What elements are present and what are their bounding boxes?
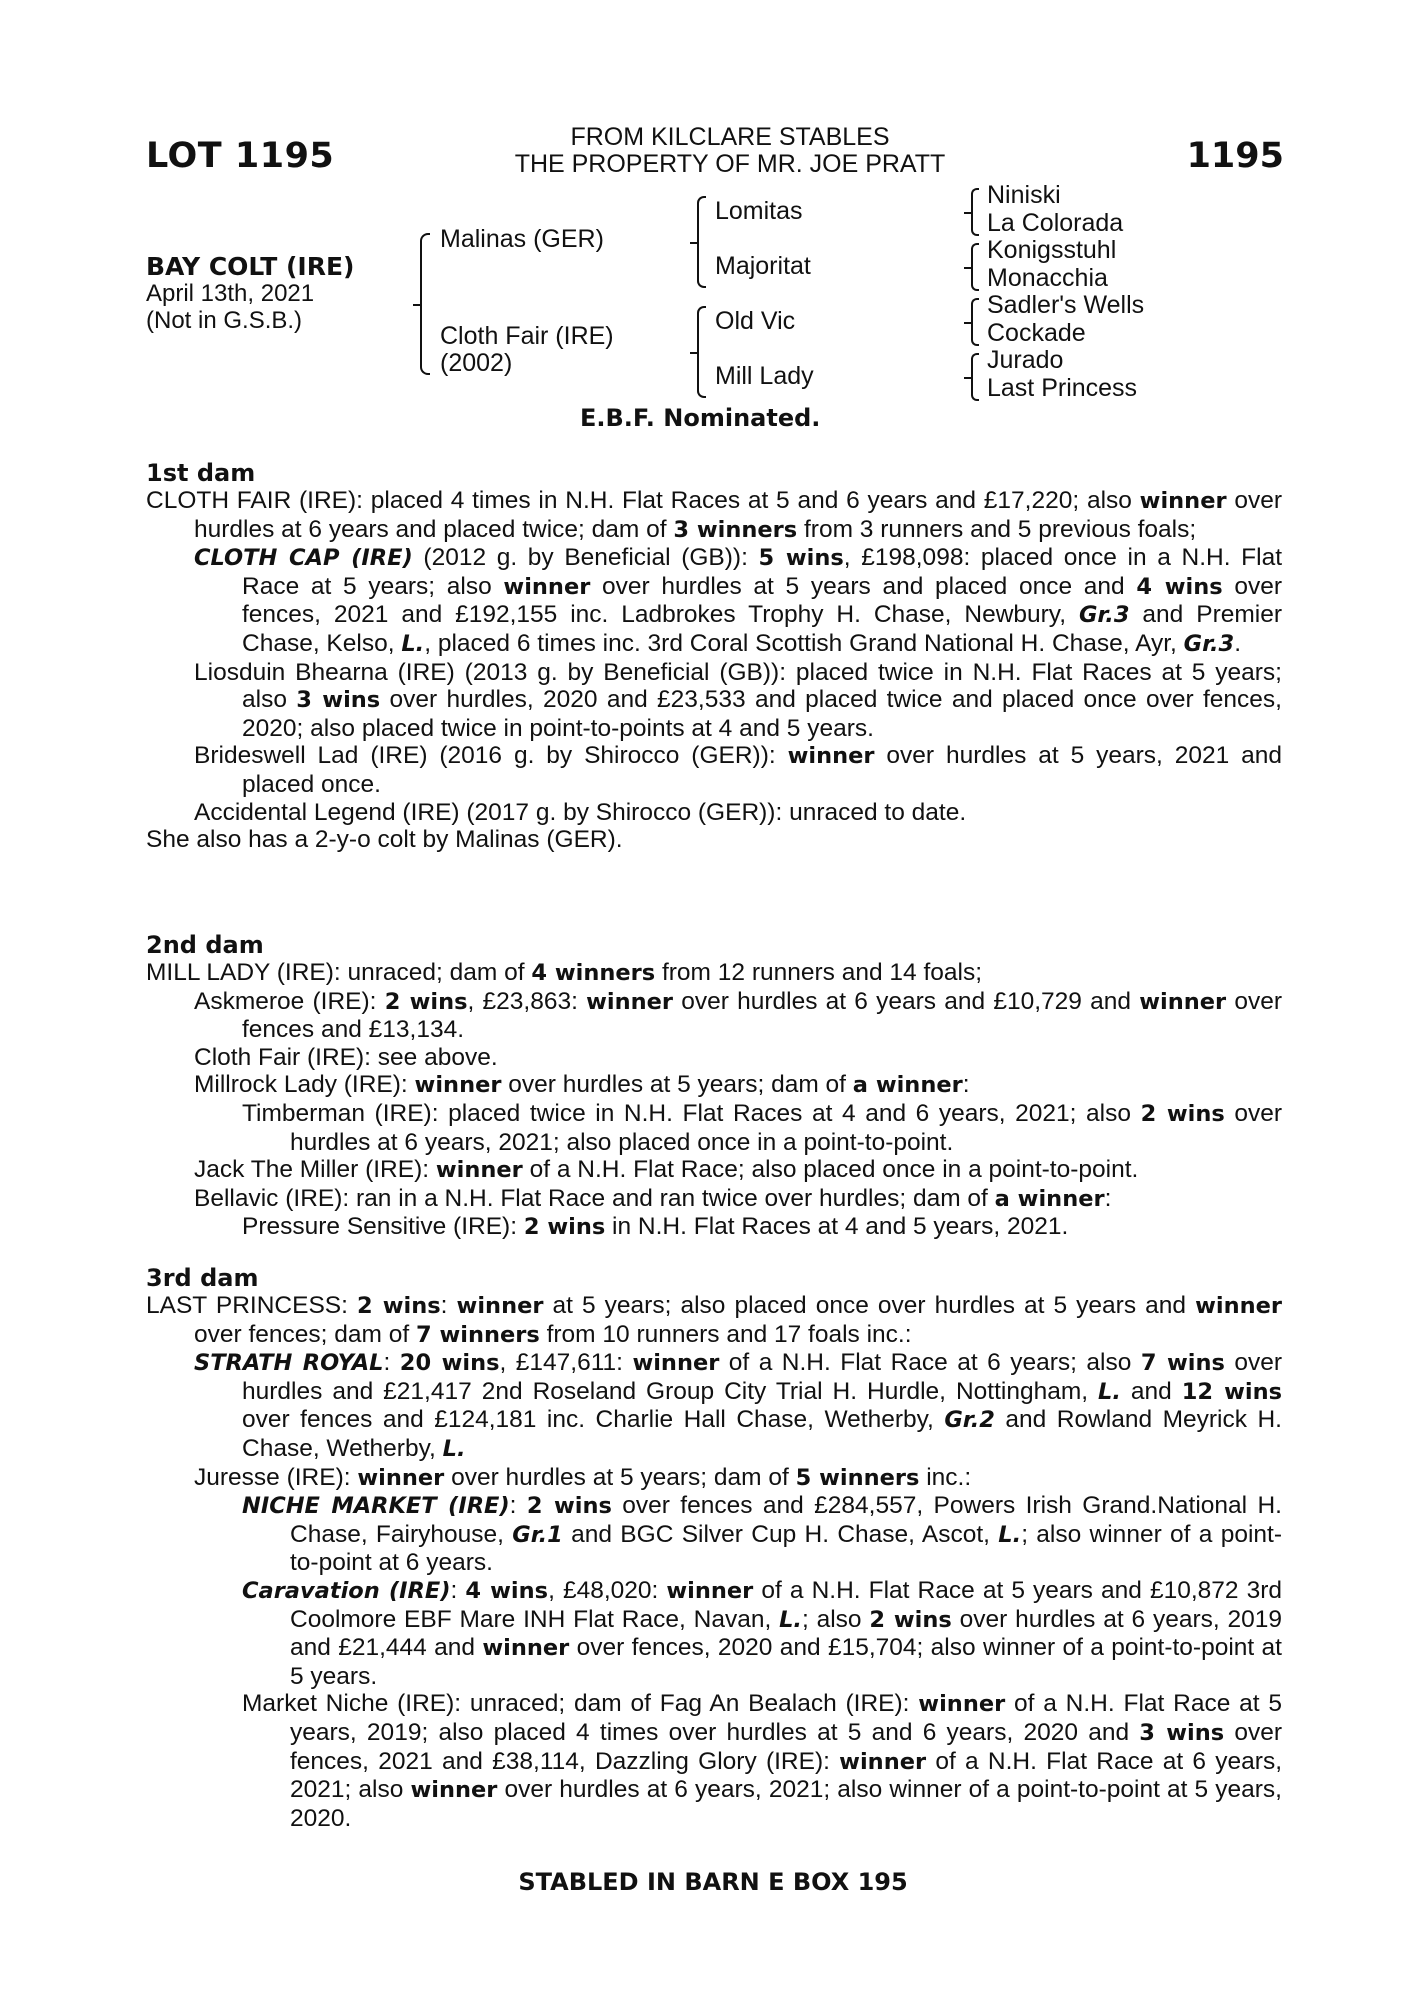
horse-details [146,280,314,334]
pedigree-g3-6: Jurado [987,346,1064,374]
text-run: over hurdles, 2020 and £23,533 and placed twice and placed once over fences, 2020; also placed twice in point-to-points at 4 and 5 years. [242,686,1282,742]
text-run: ; also winner of a point-to-point at 6 years. [290,1520,1282,1577]
text-run: over fences and £13,134. [242,987,1283,1044]
text-run: Bellavic (IRE): ran in a N.H. Flat Race and ran twice over hurdles; dam of [194,1184,995,1212]
bold-text: winner [666,1577,754,1604]
text-run: from 10 runners and 17 foals inc.: [539,1320,912,1348]
bold-text: winner [503,573,591,600]
bold-text: 3 wins [296,687,381,714]
text-run: and [1120,1377,1182,1405]
section-heading: 2nd dam [146,931,264,959]
section-heading: 1st dam [146,459,256,487]
progeny-record [146,659,1282,743]
pedigree-brace-main [420,233,430,375]
text-run: , £23,863: [467,987,587,1015]
text-run: over fences, 2021 and £38,114, Dazzling Glory (IRE): [290,1718,1282,1775]
text-run: Cloth Fair (IRE): see above. [194,1043,498,1071]
text-run: Millrock Lady (IRE): [194,1071,415,1099]
text-run: Juresse (IRE): [194,1463,358,1491]
text-run: over hurdles at 5 years; dam of [501,1071,853,1099]
text-run: over fences, 2021 and £192,155 inc. Ladbrokes Trophy H. Chase, Newbury, [242,572,1282,629]
bold-text: 3 winners [673,516,798,543]
text-run: , £147,611: [499,1349,633,1377]
progeny-record [146,799,1282,827]
text-run: over hurdles at 6 years and placed twice; dam of [194,487,1282,543]
foaling-date: April 13th, 2021 [146,280,315,307]
bold-text: 7 wins [1140,1350,1225,1377]
bold-text: 2 wins [357,1293,441,1319]
progeny-record [146,1213,1282,1242]
text-run: over hurdles at 5 years and placed once and [590,572,1137,600]
pedigree-g3-0: Niniski [987,181,1061,209]
text-run: over hurdles at 6 years and £10,729 and [673,987,1140,1015]
black-type-text: CLOTH CAP (IRE) [194,545,413,572]
text-run: LAST PRINCESS: [146,1292,358,1319]
progeny-record [146,742,1282,798]
text-run: Brideswell Lad (IRE) (2016 g. by Shirocco (GER)): [194,742,788,770]
bold-text: 2 wins [384,988,468,1015]
bold-text: 2 wins [523,1214,606,1241]
black-type-text: Gr.3 [1183,630,1235,657]
text-run: : [450,1576,466,1604]
pedigree-sire-dam: Majoritat [715,252,811,280]
text-run: over hurdles and £21,417 2nd Roseland Group City Trial H. Hurdle, Nottingham, [242,1349,1282,1405]
progeny-record [146,1464,1282,1493]
bold-text: 12 wins [1181,1378,1282,1405]
text-run: , £48,020: [548,1576,667,1604]
pedigree-g3-1: La Colorada [987,208,1124,237]
bold-text: winner [1139,488,1227,514]
text-run: and Rowland Meyrick H. Chase, Wetherby, [242,1406,1282,1462]
bold-text: winner [918,1691,1006,1718]
dam-record [146,487,1282,544]
bold-text: winner [839,1748,927,1775]
text-run: over hurdles at 5 years; dam of [444,1463,796,1491]
consignor-line-2: THE PROPERTY OF MR. JOE PRATT [514,150,946,178]
progeny-record [146,1492,1282,1577]
black-type-text: L. [998,1521,1022,1548]
gsb-note: (Not in G.S.B.) [146,307,303,334]
text-run: in N.H. Flat Races at 4 and 5 years, 2021. [605,1213,1069,1241]
text-run: : [509,1492,527,1520]
bold-text: winner [414,1072,502,1099]
text-run: of a N.H. Flat Race at 5 years and £10,872 3rd Coolmore EBF Mare INH Flat Race, Navan, [290,1576,1282,1633]
pedigree-brace-g3-1 [971,188,979,236]
section-heading: 3rd dam [146,1264,259,1292]
bold-text: winner [586,988,674,1015]
text-run: of a N.H. Flat Race; also placed once in a point-to-point. [522,1156,1139,1184]
text-run: over hurdles at 5 years, 2021 and placed once. [242,742,1282,798]
text-run: : [1104,1184,1112,1212]
bold-text: 4 winners [531,960,656,986]
pedigree-dam-sire: Old Vic [715,307,796,335]
bold-text: 4 wins [465,1577,549,1604]
pedigree-g3-4: Sadler's Wells [987,291,1145,319]
text-run: Market Niche (IRE): unraced; dam of Fag An Bealach (IRE): [242,1690,919,1718]
black-type-text: L. [779,1606,802,1633]
pedigree-sire: Malinas (GER) [440,225,604,253]
bold-text: winner [456,1293,544,1319]
text-run: Jack The Miller (IRE): [194,1156,436,1184]
pedigree-g3-5: Cockade [987,318,1086,347]
dam-section-3 [146,1265,1282,1832]
dam-record [146,959,1282,988]
text-run: at 5 years; also placed once over hurdles at 5 years and [543,1292,1196,1319]
text-run: (2012 g. by Beneficial (GB)): [412,544,759,572]
black-type-text: Gr.1 [512,1521,563,1548]
text-run: She also has a 2-y-o colt by Malinas (GER). [146,826,623,854]
text-run: of a N.H. Flat Race at 6 years; also [719,1349,1141,1377]
text-run: MILL LADY (IRE): unraced; dam of [146,959,532,986]
text-run: over fences; dam of [194,1320,416,1348]
progeny-record [146,1044,1282,1072]
pedigree-dam-year: (2002) [440,349,513,377]
text-run: over fences, 2020 and £15,704; also winner of a point-to-point at 5 years. [290,1634,1282,1690]
text-run: Pressure Sensitive (IRE): [242,1213,524,1241]
bold-text: winner [357,1464,445,1491]
black-type-text: Gr.3 [1078,602,1130,629]
text-run: : [440,1292,457,1319]
black-type-text: L. [401,630,425,657]
pedigree-brace-sire [697,196,706,288]
black-type-text: STRATH ROYAL [194,1350,384,1377]
text-run: , placed 6 times inc. 3rd Coral Scottish Grand National H. Chase, Ayr, [424,629,1184,657]
pedigree-brace-dam [697,306,706,398]
text-run: Accidental Legend (IRE) (2017 g. by Shirocco (GER)): unraced to date. [194,798,967,826]
lot-number: 1195 [1186,136,1284,176]
bold-text: winner [410,1777,498,1804]
text-run: Askmeroe (IRE): [194,987,385,1015]
pedigree-g3-2: Konigsstuhl [987,236,1117,264]
progeny-record [146,1349,1282,1463]
text-run: of a N.H. Flat Race at 5 years, 2019; also placed 4 times over hurdles at 5 and 6 years, 2020 and [290,1690,1282,1746]
dam-section-1 [146,460,1282,854]
text-run: over hurdles at 6 years, 2019 and £21,444 and [290,1605,1282,1662]
text-run: Liosduin Bhearna (IRE) (2013 g. by Beneficial (GB)): placed twice in N.H. Flat Races at 5 years; also [194,658,1282,714]
progeny-record [146,1577,1282,1690]
stabling-info: STABLED IN BARN E BOX 195 [518,1868,908,1896]
dam-section-2 [146,932,1282,1242]
pedigree-brace-g3-3 [971,298,979,346]
bold-text: winner [632,1350,720,1377]
bold-text: 5 wins [758,545,844,572]
pedigree-brace-g3-4 [971,353,979,401]
section-body [146,959,1282,1242]
bold-text: winner [1139,988,1227,1015]
pedigree-sire-sire: Lomitas [715,197,803,225]
black-type-text: L. [442,1435,466,1462]
bold-text: 5 winners [795,1464,920,1491]
text-run: : [383,1349,400,1377]
text-run: . [1234,629,1242,657]
pedigree-g3-7: Last Princess [987,373,1138,402]
progeny-record [146,1185,1282,1214]
bold-text: 2 wins [1140,1100,1225,1127]
ebf-nomination: E.B.F. Nominated. [580,404,821,432]
black-type-text: Caravation (IRE) [242,1577,451,1604]
text-run: Timberman (IRE): placed twice in N.H. Flat Races at 4 and 6 years, 2021; also [242,1099,1141,1127]
black-type-text: Gr.2 [944,1407,995,1434]
section-body [146,1292,1282,1832]
text-run: over hurdles at 6 years, 2021; also winner of a point-to-point at 5 years, 2020. [290,1776,1282,1832]
text-run: and Premier Chase, Kelso, [242,601,1282,657]
bold-text: 7 winners [415,1321,540,1348]
bold-text: 4 wins [1136,573,1223,600]
pedigree-dam-name: Cloth Fair (IRE) [440,322,614,350]
progeny-record [146,544,1282,658]
black-type-text: NICHE MARKET (IRE) [242,1493,510,1520]
bold-text: winner [787,743,875,770]
dam-record [146,1292,1282,1349]
section-note [146,826,1282,854]
horse-title: BAY COLT (IRE) [146,252,355,281]
progeny-record [146,1071,1282,1100]
bold-text: a winner [994,1185,1105,1212]
pedigree-dam-dam: Mill Lady [715,362,814,390]
text-run: inc.: [919,1463,972,1491]
progeny-record [146,988,1282,1044]
black-type-text: L. [1098,1378,1121,1405]
bold-text: a winner [852,1072,963,1099]
consignor-block [460,124,1000,178]
progeny-record [146,1156,1282,1185]
lot-label: LOT 1195 [146,136,335,176]
progeny-record [146,1100,1282,1156]
text-run: from 12 runners and 14 foals; [655,959,983,986]
text-run: CLOTH FAIR (IRE): placed 4 times in N.H. Flat Races at 5 and 6 years and £17,220; also [146,487,1140,514]
text-run: over fences and £124,181 inc. Charlie Hall Chase, Wetherby, [242,1406,945,1434]
progeny-record [146,1690,1282,1832]
bold-text: winner [435,1157,523,1184]
pedigree-dam [440,323,614,377]
text-run: of a N.H. Flat Race at 6 years, 2021; also [290,1747,1282,1804]
text-run: and BGC Silver Cup H. Chase, Ascot, [562,1520,999,1548]
text-run: over hurdles at 6 years, 2021; also placed once in a point-to-point. [290,1099,1283,1156]
bold-text: winner [482,1635,570,1662]
bold-text: 2 wins [869,1606,952,1633]
pedigree-gen3 [987,182,1144,402]
consignor-line-1: FROM KILCLARE STABLES [570,123,890,151]
bold-text: 2 wins [526,1493,612,1520]
section-body [146,487,1282,854]
bold-text: 3 wins [1139,1719,1225,1746]
text-run: , £198,098: placed once in a N.H. Flat Race at 5 years; also [242,544,1282,600]
bold-text: winner [1195,1293,1282,1319]
text-run: over fences and £284,557, Powers Irish Grand.National H. Chase, Fairyhouse, [290,1492,1282,1548]
bold-text: 20 wins [399,1350,500,1377]
text-run: from 3 runners and 5 previous foals; [797,515,1197,543]
pedigree-brace-g3-2 [971,243,979,291]
text-run: : [962,1071,970,1099]
pedigree-g3-3: Monacchia [987,263,1108,292]
text-run: ; also [801,1605,870,1633]
